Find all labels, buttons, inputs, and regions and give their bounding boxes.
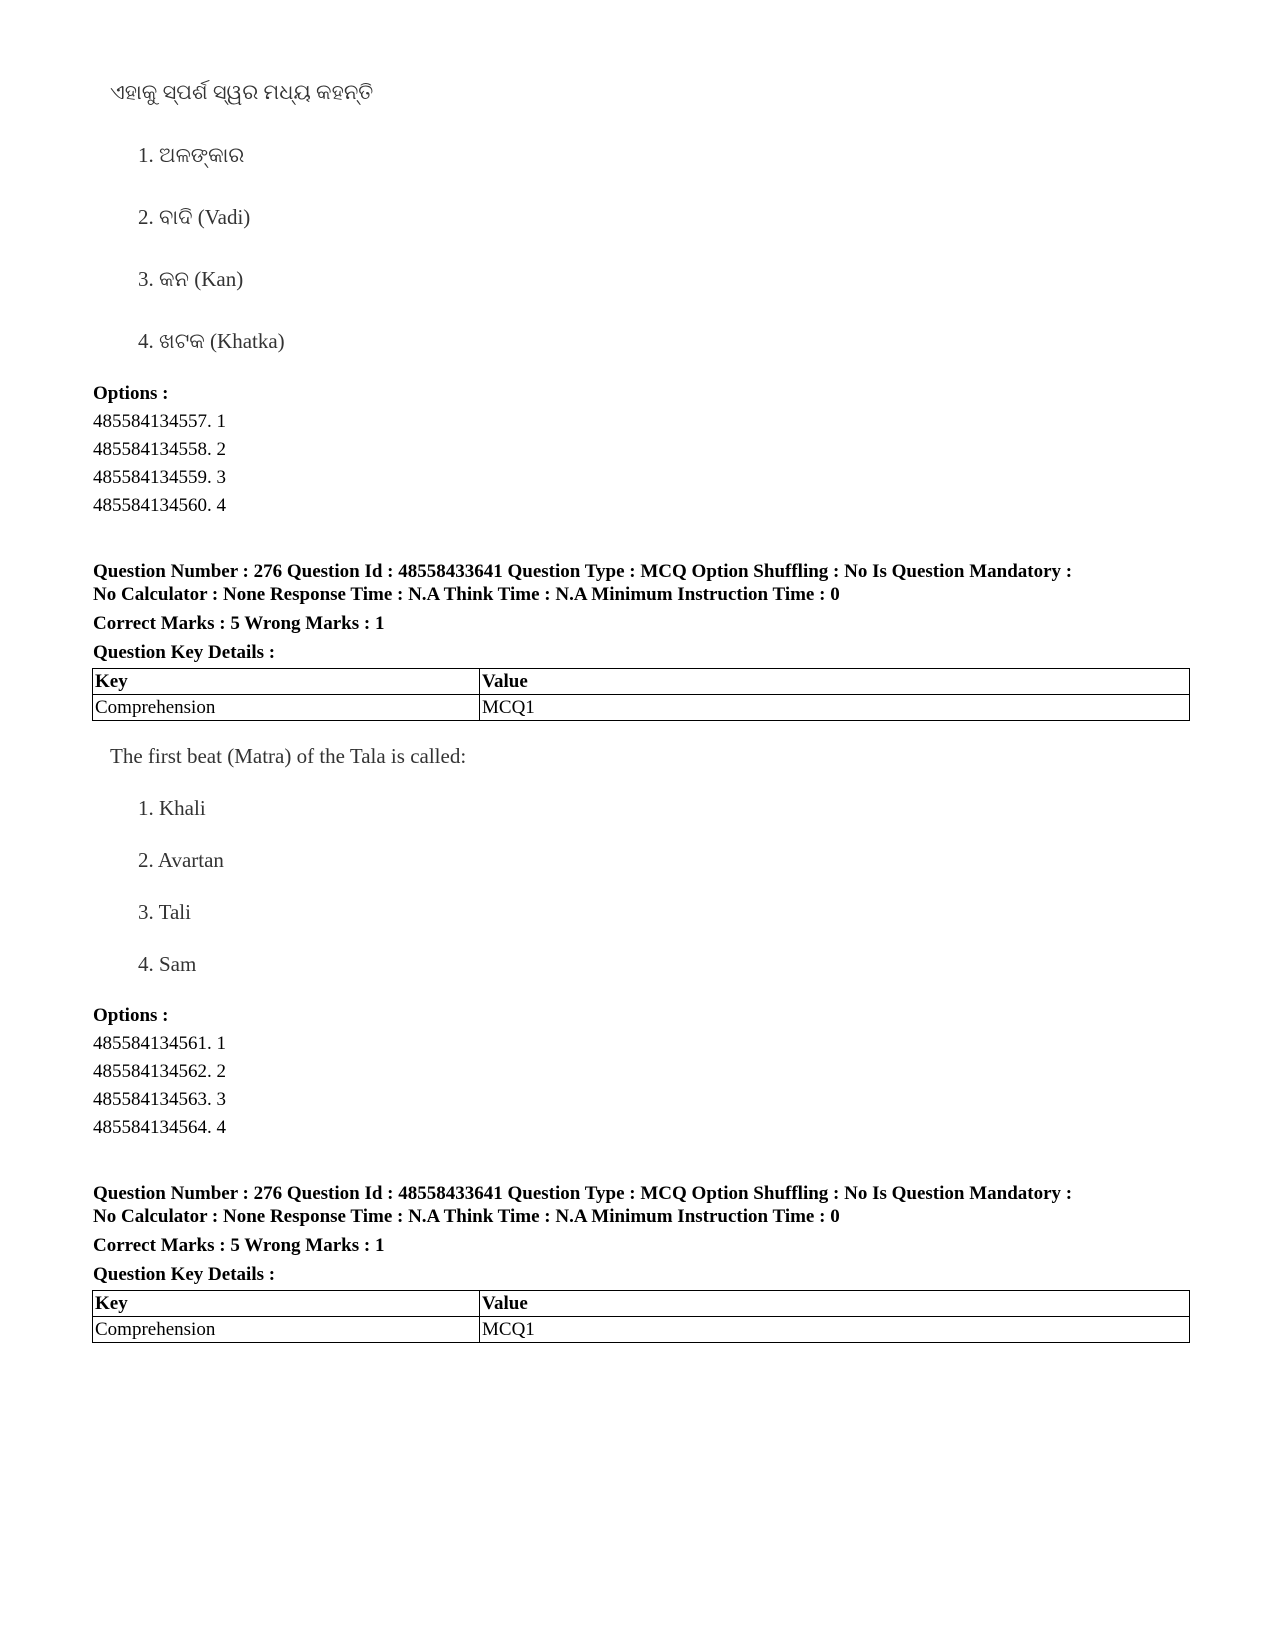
table-header-value: Value [480,669,1190,695]
option-id-1: 485584134561. 1 [93,1033,226,1054]
choice-2: 2. ବାଦି (Vadi) [138,205,251,229]
table-header-row [93,669,1190,695]
question-key-details-label: Question Key Details : [93,1264,276,1285]
question-stem-odia: ଏହାକୁ ସ୍ପର୍ଶ ସ୍ୱର ମଧ୍ୟ କହନ୍ତି [110,80,374,104]
choice-1: 1. ଅଳଙ୍କାର [138,143,245,167]
table-cell-key: Comprehension [93,695,480,721]
question-header-line2: No Calculator : None Response Time : N.A Think Time : N.A Minimum Instruction Time : 0 [93,1206,840,1227]
table-cell-value: MCQ1 [480,1317,1190,1343]
option-id-4: 485584134564. 4 [93,1117,226,1138]
question-key-details-label: Question Key Details : [93,642,276,663]
options-label: Options : [93,383,169,404]
question-stem: The first beat (Matra) of the Tala is called: [110,744,467,768]
choice-4: 4. Sam [138,952,197,976]
question-header-line1: Question Number : 276 Question Id : 48558433641 Question Type : MCQ Option Shuffling : No Is Question Mandatory : [93,1183,1073,1204]
choice-3: 3. କନ (Kan) [138,267,244,291]
table-header-key: Key [93,669,480,695]
question-header [93,1182,1193,1228]
question-header-line1: Question Number : 276 Question Id : 48558433641 Question Type : MCQ Option Shuffling : No Is Question Mandatory : [93,561,1073,582]
choice-2: 2. Avartan [138,848,224,872]
option-id-2: 485584134558. 2 [93,439,226,460]
question-header-line2: No Calculator : None Response Time : N.A Think Time : N.A Minimum Instruction Time : 0 [93,584,840,605]
option-id-4: 485584134560. 4 [93,495,226,516]
table-cell-value: MCQ1 [480,695,1190,721]
option-id-3: 485584134559. 3 [93,467,226,488]
options-label: Options : [93,1005,169,1026]
option-id-2: 485584134562. 2 [93,1061,226,1082]
choice-3: 3. Tali [138,900,191,924]
table-row [93,1317,1190,1343]
choice-1: 1. Khali [138,796,206,820]
question-key-table [92,668,1190,721]
marks-line: Correct Marks : 5 Wrong Marks : 1 [93,613,385,634]
table-row [93,695,1190,721]
table-header-key: Key [93,1291,480,1317]
table-header-row [93,1291,1190,1317]
option-id-1: 485584134557. 1 [93,411,226,432]
table-cell-key: Comprehension [93,1317,480,1343]
choice-4: 4. ଖଟକ (Khatka) [138,329,285,353]
option-id-3: 485584134563. 3 [93,1089,226,1110]
table-header-value: Value [480,1291,1190,1317]
question-header [93,560,1193,606]
question-key-table [92,1290,1190,1343]
marks-line: Correct Marks : 5 Wrong Marks : 1 [93,1235,385,1256]
